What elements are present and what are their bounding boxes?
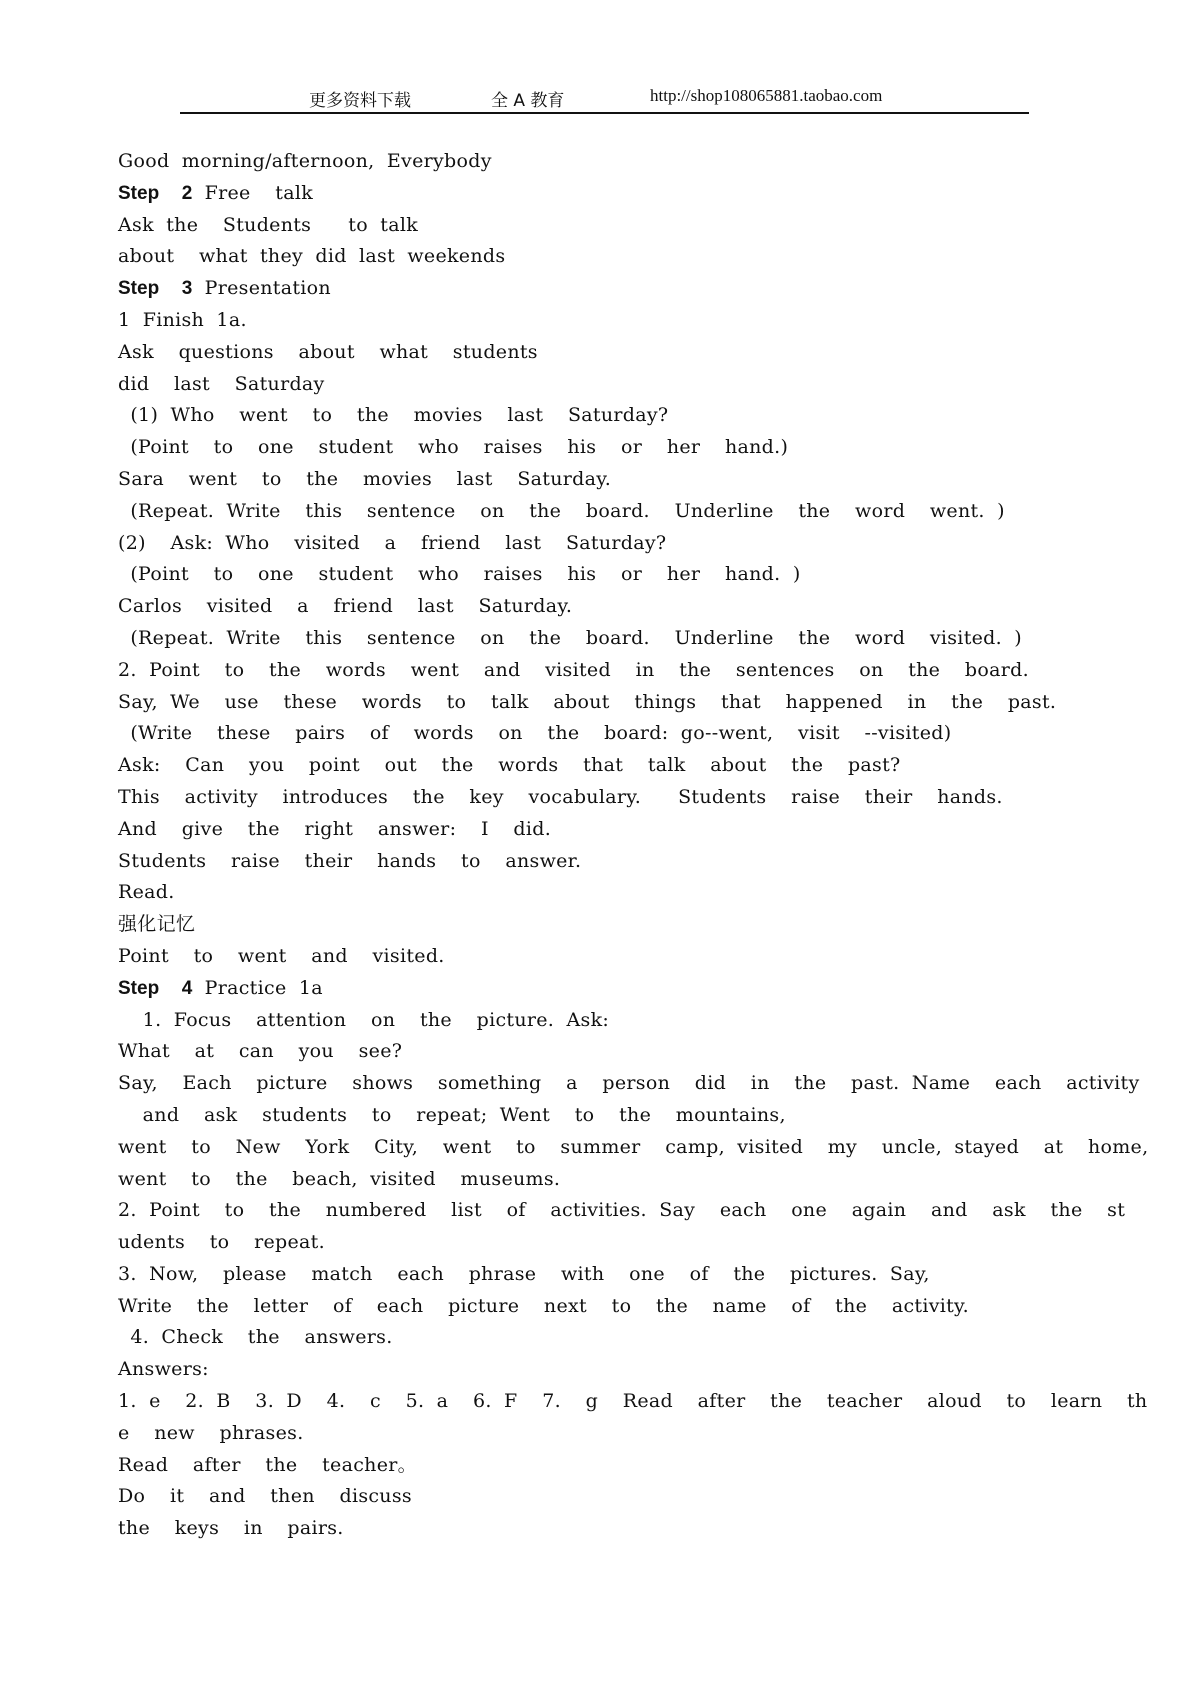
step-label: Step 4	[118, 977, 193, 999]
text-line: Point to went and visited.	[118, 944, 445, 967]
text-line: Ask questions about what students	[118, 340, 538, 363]
header-brand-text: 全 A 教育	[491, 91, 565, 111]
text-line: 2. Point to the numbered list of activities. Say each one again and ask the st	[118, 1199, 1126, 1222]
text-line: Answers:	[118, 1358, 209, 1381]
text-line: Read after the teacher。	[118, 1453, 417, 1476]
chinese-note-line: 强化记忆	[118, 913, 196, 936]
text-line: udents to repeat.	[118, 1231, 325, 1254]
text-line: Ask: Can you point out the words that talk about the past?	[118, 754, 901, 777]
text-line: about what they did last weekends	[118, 245, 506, 268]
step-heading	[118, 273, 1098, 305]
text-line: 2. Point to the words went and visited in the sentences on the board.	[118, 658, 1029, 681]
text-line: (Repeat. Write this sentence on the board. Underline the word went. )	[118, 499, 1005, 522]
text-line: (Write these pairs of words on the board: go--went, visit --visited)	[118, 722, 952, 745]
text-line: 1. e 2. B 3. D 4. c 5. a 6. F 7. g Read after the teacher aloud to learn th	[118, 1390, 1148, 1413]
step-title: Free talk	[192, 181, 314, 204]
text-line: Write the letter of each picture next to the name of the activity.	[118, 1294, 969, 1317]
step-heading	[118, 973, 1098, 1005]
text-line: (Repeat. Write this sentence on the board. Underline the word visited. )	[118, 626, 1023, 649]
text-line: Sara went to the movies last Saturday.	[118, 467, 612, 490]
text-line: went to New York City, went to summer camp, visited my uncle, stayed at home,	[118, 1135, 1149, 1158]
text-line: Carlos visited a friend last Saturday.	[118, 595, 573, 618]
text-line: Good morning/afternoon, Everybody	[118, 150, 492, 172]
text-line: What at can you see?	[118, 1040, 403, 1063]
step-title: Presentation	[192, 277, 331, 300]
text-line: (1) Who went to the movies last Saturday?	[118, 404, 669, 427]
text-line: Students raise their hands to answer.	[118, 849, 582, 872]
text-line: Say, Each picture shows something a person did in the past. Name each activity	[118, 1072, 1140, 1095]
text-line: the keys in pairs.	[118, 1517, 344, 1540]
text-line: Say, We use these words to talk about things that happened in the past.	[118, 690, 1057, 713]
text-line: This activity introduces the key vocabulary. Students raise their hands.	[118, 785, 1003, 808]
header-download-text: 更多资料下载	[309, 91, 411, 111]
text-line: 4. Check the answers.	[118, 1326, 393, 1349]
text-line: (Point to one student who raises his or her hand.)	[118, 436, 789, 459]
text-line: Ask the Students to talk	[118, 213, 419, 236]
step-heading	[118, 178, 1098, 210]
text-line: and ask students to repeat; Went to the mountains,	[118, 1103, 786, 1126]
text-line: 1. Focus attention on the picture. Ask:	[118, 1008, 610, 1031]
text-line: And give the right answer: I did.	[118, 817, 552, 840]
header-url-link[interactable]: http://shop108065881.taobao.com	[650, 86, 883, 105]
page-header	[180, 84, 1029, 114]
step-label: Step 3	[118, 278, 193, 300]
text-line: (Point to one student who raises his or her hand. )	[118, 563, 801, 586]
text-line: Read.	[118, 881, 175, 904]
text-line: went to the beach, visited museums.	[118, 1167, 561, 1190]
step-label: Step 2	[118, 182, 193, 204]
document-body	[118, 146, 1149, 1545]
text-line: 1 Finish 1a.	[118, 308, 247, 331]
step-title: Practice 1a	[192, 976, 323, 999]
text-line: Do it and then discuss	[118, 1485, 412, 1508]
text-line: 3. Now, please match each phrase with one of the pictures. Say,	[118, 1262, 930, 1285]
text-line: did last Saturday	[118, 372, 325, 395]
text-line: e new phrases.	[118, 1421, 304, 1444]
text-line: (2) Ask: Who visited a friend last Saturday?	[118, 531, 667, 554]
